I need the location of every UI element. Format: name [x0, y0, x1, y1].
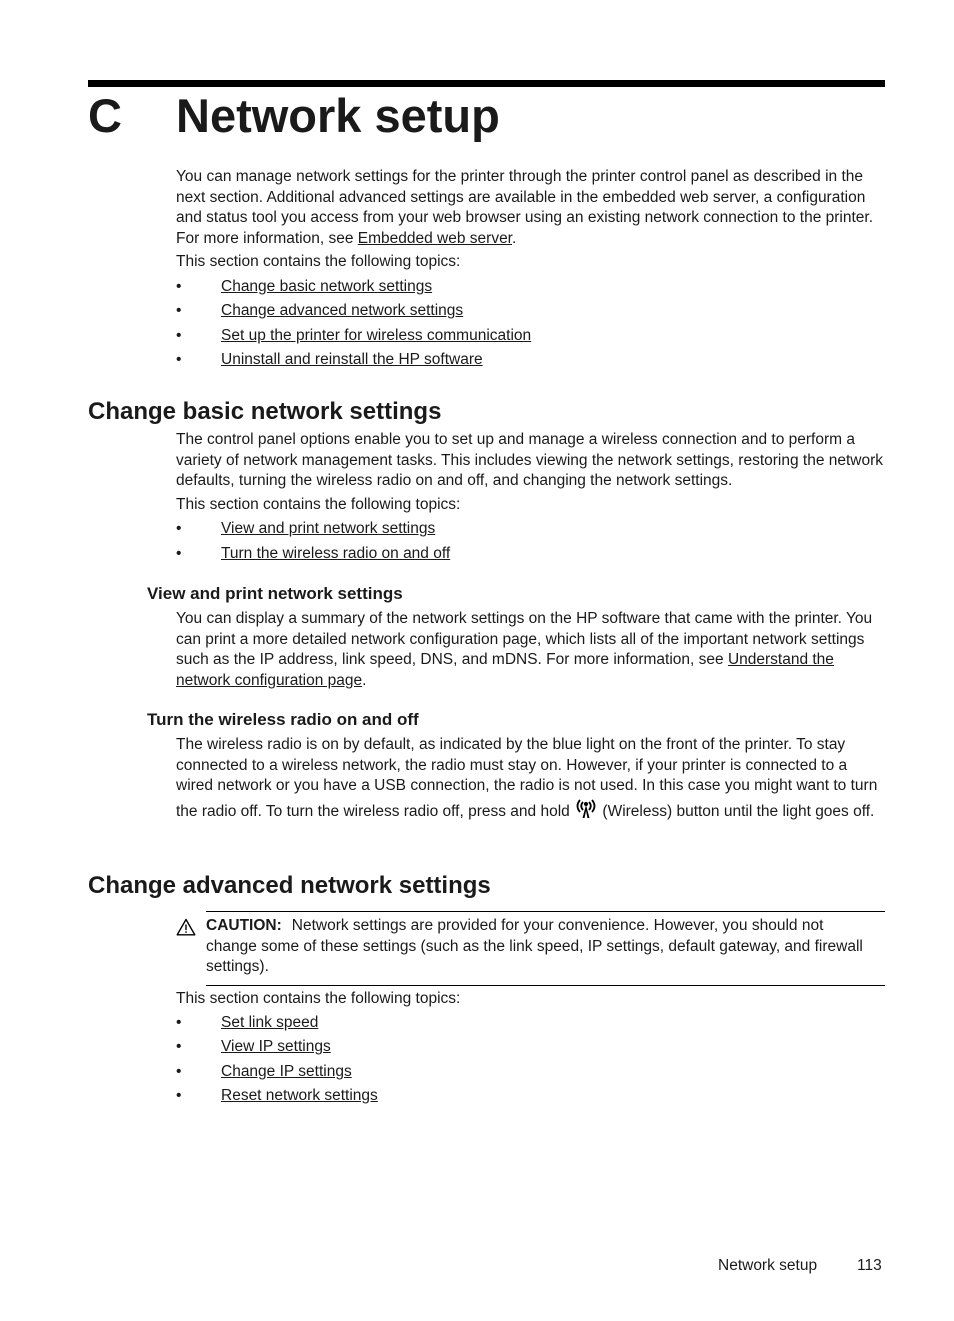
topic-link-uninstall-software[interactable]: Uninstall and reinstall the HP software [221, 351, 483, 368]
caution-label: CAUTION: [206, 917, 282, 934]
topic-link-change-basic[interactable]: Change basic network settings [221, 278, 433, 295]
bullet: • [176, 1063, 182, 1080]
footer-page-number: 113 [857, 1257, 882, 1274]
basic-topics-intro: This section contains the following topics: [176, 496, 461, 513]
footer-section-name: Network setup [718, 1257, 818, 1274]
bullet: • [176, 302, 182, 319]
intro-topics-intro: This section contains the following topics: [176, 253, 461, 270]
topic-link-wireless-setup[interactable]: Set up the printer for wireless communication [221, 327, 532, 344]
chapter-title: Network setup [176, 89, 500, 142]
chapter-letter: C [88, 89, 122, 142]
intro-paragraph: You can manage network settings for the printer through the printer control panel as described in the next section. Additional advanced settings are available in the embedded web server, a configuration and status tool you access from your web browser using an existing network connection to the printer. For more information, see Embedded web server. [176, 168, 874, 247]
advanced-heading: Change advanced network settings [88, 872, 491, 899]
warning-icon [176, 918, 196, 936]
topic-link-set-link-speed[interactable]: Set link speed [221, 1014, 319, 1031]
basic-heading: Change basic network settings [88, 398, 442, 425]
bullet: • [176, 1087, 182, 1104]
bullet: • [176, 1014, 182, 1031]
network-config-page-link[interactable]: Understand the network configuration page [176, 651, 834, 689]
bullet: • [176, 351, 182, 368]
view-print-heading: View and print network settings [147, 584, 403, 603]
topic-link-change-ip[interactable]: Change IP settings [221, 1063, 352, 1080]
topic-link-view-print[interactable]: View and print network settings [221, 520, 436, 537]
bullet: • [176, 1038, 182, 1055]
caution-bottom-rule [206, 985, 885, 986]
wireless-radio-heading: Turn the wireless radio on and off [147, 710, 419, 729]
advanced-topics-intro: This section contains the following topics: [176, 990, 461, 1007]
bullet: • [176, 327, 182, 344]
caution-top-rule [206, 911, 885, 912]
bullet: • [176, 278, 182, 295]
topic-link-view-ip[interactable]: View IP settings [221, 1038, 331, 1055]
topic-link-change-advanced[interactable]: Change advanced network settings [221, 302, 464, 319]
topic-link-reset-network[interactable]: Reset network settings [221, 1087, 378, 1104]
view-print-paragraph: You can display a summary of the network settings on the HP software that came with the printer. You can print a more detailed network configuration page, which lists all of the important network settings such as the IP address, link speed, DNS, and mDNS. For more information, see Understand the network configuration page. [176, 610, 873, 689]
wireless-icon [574, 797, 598, 819]
topic-link-wireless-radio[interactable]: Turn the wireless radio on and off [221, 545, 451, 562]
wireless-radio-paragraph: The wireless radio is on by default, as indicated by the blue light on the front of the printer. To stay connected to a wireless network, the radio must stay on. However, if your printer is connected to a wired network or you have a USB connection, the radio is not used. In this case you might want to turn the radio off. To turn the wireless radio off, press and hold (Wireless) button until the light goes off. [176, 736, 878, 820]
bullet: • [176, 545, 182, 562]
caution-text: CAUTION: Network settings are provided for your convenience. However, you should not change some of these settings (such as the link speed, IP settings, default gateway, and firewall settings). [206, 917, 863, 975]
basic-paragraph: The control panel options enable you to set up and manage a wireless connection and to perform a variety of network management tasks. This includes viewing the network settings, restoring the network defaults, turning the wireless radio on and off, and changing the network settings. [176, 431, 884, 489]
bullet: • [176, 520, 182, 537]
embedded-web-server-link[interactable]: Embedded web server [357, 229, 512, 247]
